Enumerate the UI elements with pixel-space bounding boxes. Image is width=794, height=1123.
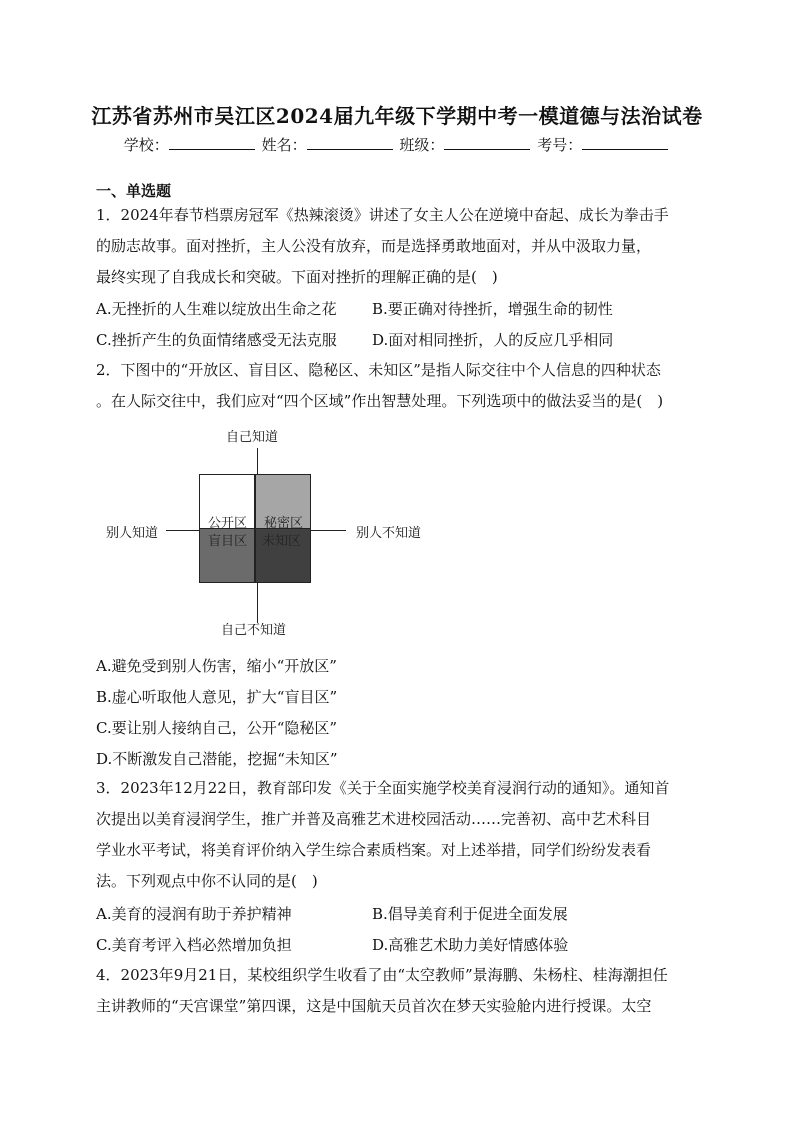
- axis-label-bottom: 自己不知道: [221, 623, 287, 638]
- q2-option-b[interactable]: B.虚心听取他人意见，扩大“盲目区”: [96, 688, 338, 706]
- axis-label-top: 自己知道: [226, 430, 279, 445]
- johari-diagram: [96, 420, 456, 640]
- blind-area-label: 盲目区: [208, 534, 248, 549]
- exam-title: 江苏省苏州市吴江区2024届九年级下学期中考一模道德与法治试卷: [91, 104, 703, 128]
- class-label: 班级：: [399, 136, 445, 154]
- q1-option-c[interactable]: C.挫折产生的负面情绪感受无法克服: [96, 331, 337, 349]
- q2-option-d[interactable]: D.不断激发自己潜能，挖掘“未知区”: [96, 750, 338, 768]
- q1-line-1: 1．2024年春节档票房冠军《热辣滚烫》讲述了女主人公在逆境中奋起、成长为拳击手: [96, 206, 669, 224]
- axis-label-right: 别人不知道: [356, 526, 422, 541]
- number-label: 考号：: [537, 136, 583, 154]
- q3-line-3: 学业水平考试，将美育评价纳入学生综合素质档案。对上述举措，同学们纷纷发表看: [96, 841, 652, 859]
- unknown-area-label: 未知区: [262, 534, 302, 549]
- q2-option-c[interactable]: C.要让别人接纳自己，公开“隐秘区”: [96, 719, 338, 737]
- q4-line-1: 4．2023年9月21日，某校组织学生收看了由“太空教师”景海鹏、朱杨柱、桂海潮担任: [96, 966, 668, 984]
- class-blank[interactable]: [444, 135, 530, 150]
- q3-line-1: 3．2023年12月22日，教育部印发《关于全面实施学校美育浸润行动的通知》。通知首: [96, 779, 670, 797]
- q3-option-b[interactable]: B.倡导美育利于促进全面发展: [372, 905, 568, 923]
- q2-option-a[interactable]: A.避免受到别人伤害，缩小“开放区”: [96, 657, 337, 675]
- q3-option-a[interactable]: A.美育的浸润有助于养护精神: [96, 905, 292, 923]
- q2-line-2: 。在人际交往中，我们应对“四个区域”作出智慧处理。下列选项中的做法妥当的是( ): [96, 392, 664, 410]
- number-blank[interactable]: [582, 135, 668, 150]
- section-title: 一、单选题: [96, 182, 172, 200]
- q1-option-d[interactable]: D.面对相同挫折，人的反应几乎相同: [372, 331, 614, 349]
- q3-option-d[interactable]: D.高雅艺术助力美好情感体验: [372, 936, 569, 954]
- school-label: 学校：: [123, 136, 169, 154]
- student-info-row: [0, 134, 794, 155]
- open-area-label: 公开区: [208, 516, 248, 531]
- q1-line-2: 的励志故事。面对挫折，主人公没有放弃，而是选择勇敢地面对，并从中汲取力量，: [96, 237, 652, 255]
- q3-line-4: 法。下列观点中你不认同的是( ): [96, 872, 318, 890]
- q2-line-1: 2．下图中的“开放区、盲目区、隐秘区、未知区”是指人际交往中个人信息的四种状态: [96, 361, 661, 379]
- q4-line-2: 主讲教师的“天宫课堂”第四课，这是中国航天员首次在梦天实验舱内进行授课。太空: [96, 997, 652, 1015]
- q1-option-a[interactable]: A.无挫折的人生难以绽放出生命之花: [96, 300, 337, 318]
- name-blank[interactable]: [307, 135, 393, 150]
- q1-line-3: 最终实现了自我成长和突破。下面对挫折的理解正确的是( ): [96, 268, 498, 286]
- school-blank[interactable]: [169, 135, 255, 150]
- q3-option-c[interactable]: C.美育考评入档必然增加负担: [96, 936, 292, 954]
- secret-area-label: 秘密区: [264, 516, 304, 531]
- name-label: 姓名：: [261, 136, 307, 154]
- q3-line-2: 次提出以美育浸润学生，推广并普及高雅艺术进校园活动……完善初、高中艺术科目: [96, 810, 652, 828]
- q1-option-b[interactable]: B.要正确对待挫折，增强生命的韧性: [372, 300, 613, 318]
- axis-label-left: 别人知道: [106, 526, 159, 541]
